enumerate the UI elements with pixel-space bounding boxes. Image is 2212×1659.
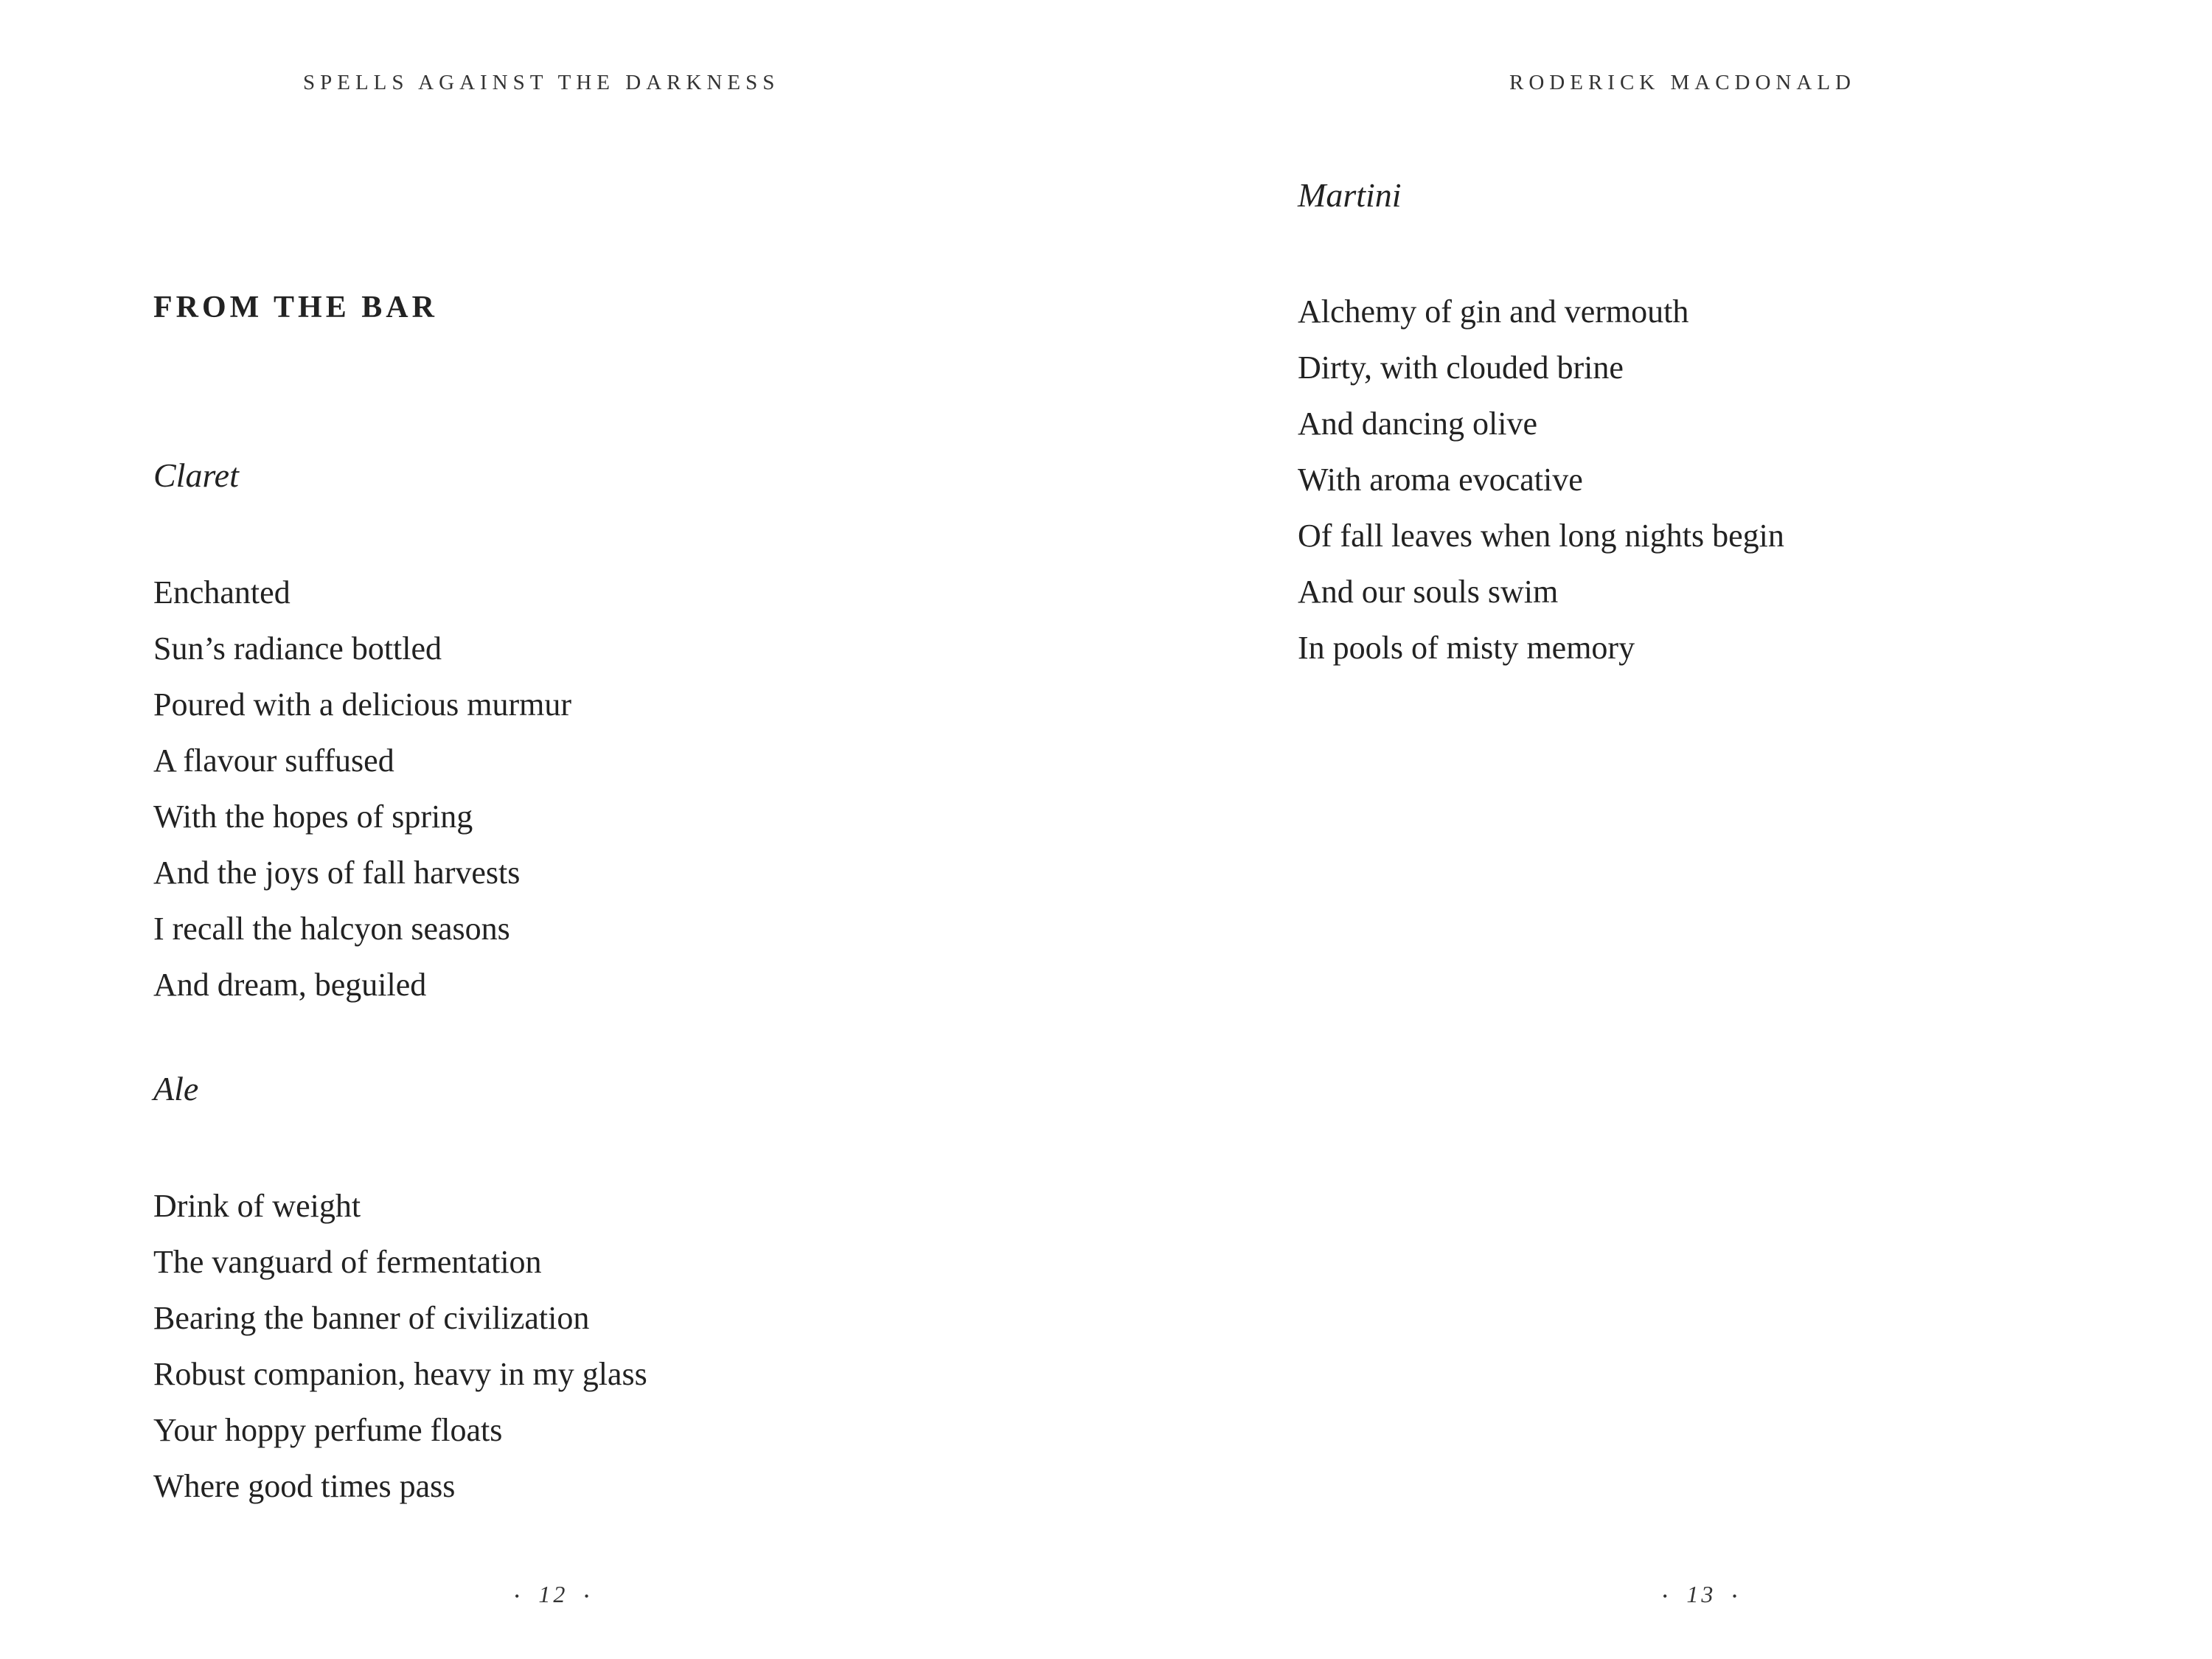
poem-line: Of fall leaves when long nights begin [1298, 518, 1784, 554]
poem-body-ale [153, 1178, 647, 1514]
poem-line: Drink of weight [153, 1188, 361, 1224]
running-head-author: RODERICK MACDONALD [1509, 71, 1856, 94]
poem-title-claret: Claret [153, 456, 239, 494]
folio-ornament-right: • [1732, 1589, 1740, 1604]
poem-line: I recall the halcyon seasons [153, 911, 510, 947]
poem-line: Poured with a delicious murmur [153, 686, 572, 723]
poem-title-martini: Martini [1298, 176, 1402, 214]
poem-line: And our souls swim [1298, 574, 1559, 610]
poem-line: And dream, beguiled [153, 967, 427, 1003]
poem-line: Where good times pass [153, 1468, 456, 1504]
poem-line: Alchemy of gin and vermouth [1298, 293, 1689, 330]
poem-line: And dancing olive [1298, 406, 1538, 442]
poem-line: With the hopes of spring [153, 799, 473, 835]
right-page [1106, 0, 2212, 1659]
poem-line: Dirty, with clouded brine [1298, 349, 1624, 386]
poem-line: Bearing the banner of civilization [153, 1300, 590, 1336]
poem-line: Your hoppy perfume floats [153, 1412, 503, 1448]
poem-body-martini [1298, 284, 1784, 676]
poem-line: In pools of misty memory [1298, 630, 1635, 666]
poem-line: Enchanted [153, 574, 291, 611]
page-number-value: 13 [1686, 1581, 1717, 1607]
poem-line: And the joys of fall harvests [153, 855, 521, 891]
poem-body-claret [153, 565, 571, 1013]
poem-line: Sun’s radiance bottled [153, 630, 442, 667]
poem-line: Robust companion, heavy in my glass [153, 1356, 647, 1392]
folio-ornament-right: • [584, 1589, 592, 1604]
section-title: FROM THE BAR [153, 291, 438, 324]
poem-line: The vanguard of fermentation [153, 1244, 542, 1280]
page-number [1646, 1581, 1756, 1608]
folio-ornament-left: • [515, 1589, 523, 1604]
page-number-value: 12 [538, 1581, 568, 1607]
poem-line: With aroma evocative [1298, 462, 1583, 498]
page-number [498, 1581, 608, 1608]
poem-title-ale: Ale [153, 1070, 199, 1107]
folio-ornament-left: • [1663, 1589, 1671, 1604]
running-head-book-title: SPELLS AGAINST THE DARKNESS [303, 71, 780, 94]
poem-line: A flavour suffused [153, 742, 394, 779]
